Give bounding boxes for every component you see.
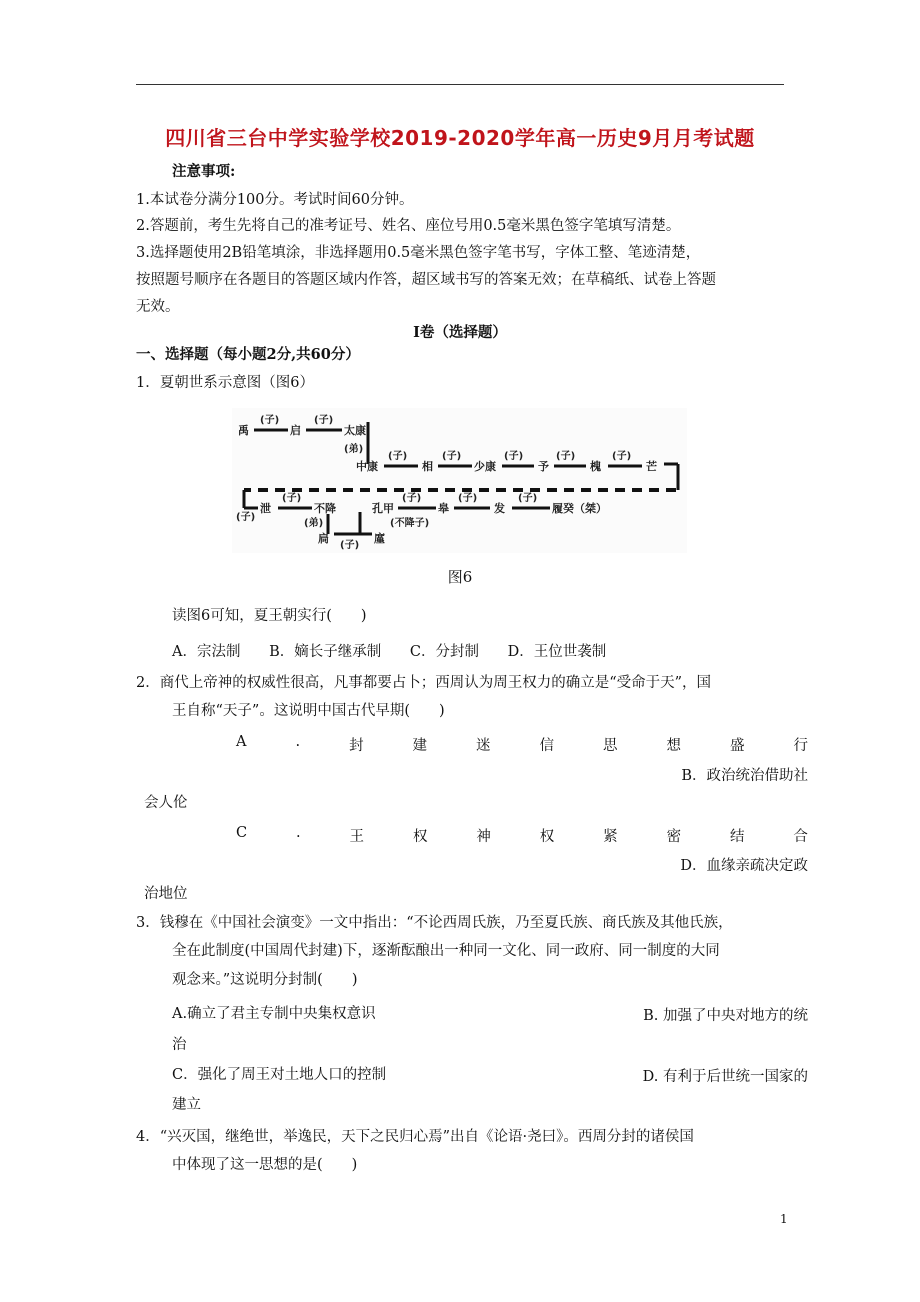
xia-lineage-figure <box>232 408 687 553</box>
bujiang-zi-label: (不降子) <box>390 518 430 529</box>
zi-label: (子) <box>388 451 408 462</box>
q3-option-c[interactable]: C．强化了周王对土地人口的控制 <box>172 1067 387 1083</box>
page-number: 1 <box>780 1212 788 1226</box>
q3-option-b-tail: 治 <box>172 1037 187 1053</box>
notice-item: 按照题号顺序在各题目的答题区域内作答，超区域书写的答案无效；在草稿纸、试卷上答题 <box>136 272 716 288</box>
q4-line: 中体现了这一思想的是( ) <box>172 1157 358 1173</box>
char: 权 <box>539 829 555 845</box>
char: C <box>236 825 248 841</box>
q1-question: 读图6可知，夏王朝实行( ) <box>172 608 367 624</box>
notice-item: 无效。 <box>136 299 180 315</box>
char: 权 <box>412 829 428 845</box>
zi-label: (子) <box>314 415 334 426</box>
q2-option-d-tail: 治地位 <box>144 886 188 902</box>
q2-option-b-tail: 会人伦 <box>144 795 188 811</box>
char: 迷 <box>476 738 491 754</box>
option-a[interactable]: A．宗法制 <box>172 644 241 660</box>
king-label: 芒 <box>646 460 657 473</box>
zi-label: (子) <box>442 451 462 462</box>
q2-option-d[interactable]: D．血缘亲疏决定政 <box>680 858 808 874</box>
notice-item: 2.答题前，考生先将自己的准考证号、姓名、座位号用0.5毫米黑色签字笔填写清楚。 <box>136 218 681 234</box>
notice-item: 1.本试卷分满分100分。考试时间60分钟。 <box>136 192 414 208</box>
option-d[interactable]: D．王位世袭制 <box>507 644 607 660</box>
q1-options <box>172 640 630 661</box>
king-label: 禹 <box>238 424 249 437</box>
king-label: 中康 <box>356 460 378 473</box>
king-label: 泄 <box>260 502 271 515</box>
q2-option-c[interactable] <box>236 825 808 846</box>
char: 行 <box>793 738 808 754</box>
q2-option-a[interactable] <box>236 734 808 755</box>
option-b[interactable]: B．嫡长子继承制 <box>269 644 382 660</box>
zi-label: (子) <box>282 493 302 504</box>
zi-label: (子) <box>504 451 524 462</box>
option-c[interactable]: C．分封制 <box>409 644 479 660</box>
zi-label: (子) <box>612 451 632 462</box>
zi-label: (子) <box>518 493 538 504</box>
char: 盛 <box>729 738 745 754</box>
zi-label: (子) <box>236 512 256 523</box>
king-label: 扃 <box>318 532 329 545</box>
char: 神 <box>476 829 491 845</box>
zi-label: (子) <box>458 493 478 504</box>
q1-stem: 1．夏朝世系示意图（图6） <box>136 375 314 391</box>
king-label: 相 <box>422 460 433 473</box>
char: 思 <box>603 738 618 754</box>
q3-line: 观念来。”这说明分封制( ) <box>172 972 358 988</box>
q3-option-b[interactable]: B. 加强了中央对地方的统 <box>643 1008 808 1024</box>
king-label: 予 <box>538 460 549 473</box>
q3-option-a[interactable]: A.确立了君主专制中央集权意识 <box>172 1006 376 1022</box>
q3-option-d[interactable]: D. 有利于后世统一国家的 <box>642 1069 808 1085</box>
king-label: 廑 <box>374 532 385 545</box>
char: . <box>295 734 301 750</box>
zi-label: (子) <box>402 493 422 504</box>
king-label: 少康 <box>474 460 496 473</box>
char: A <box>236 734 247 750</box>
q3-line: 3．钱穆在《中国社会演变》一文中指出：“不论西周氏族，乃至夏氏族、商氏族及其他氏族， <box>136 915 733 931</box>
di-label: (弟) <box>304 518 324 529</box>
q2-option-b[interactable]: B．政治统治借助社 <box>681 768 808 784</box>
king-label: 皋 <box>438 502 449 515</box>
char: 紧 <box>603 829 618 845</box>
char: 信 <box>539 738 555 754</box>
king-label: 启 <box>290 424 301 437</box>
char: 合 <box>793 829 808 845</box>
q4-line: 4．“兴灭国，继绝世，举逸民，天下之民归心焉”出自《论语·尧曰》。西周分封的诸侯国 <box>136 1129 694 1145</box>
section-title: Ⅰ卷（选择题） <box>413 324 507 341</box>
q2-line: 王自称“天子”。这说明中国古代早期( ) <box>172 703 445 719</box>
di-label: (弟) <box>344 444 364 455</box>
char: 封 <box>349 738 364 754</box>
zi-label: (子) <box>260 415 280 426</box>
char: 密 <box>666 829 682 845</box>
q3-line: 全在此制度(中国周代封建)下，逐渐酝酿出一种同一文化、同一政府、同一制度的大同 <box>172 943 720 959</box>
char: 建 <box>412 738 428 754</box>
figure-caption: 图6 <box>447 568 473 586</box>
char: 王 <box>349 829 365 845</box>
king-label: 槐 <box>590 460 601 473</box>
header-rule <box>136 84 784 85</box>
zi-label: (子) <box>340 540 360 551</box>
char: . <box>296 825 301 841</box>
king-label: 太康 <box>344 424 366 437</box>
q2-line: 2．商代上帝神的权威性很高，凡事都要占卜；西周认为周王权力的确立是“受命于天”，国 <box>136 675 712 691</box>
zi-label: (子) <box>556 451 576 462</box>
part-title: 一、选择题（每小题2分,共60分） <box>136 346 360 363</box>
char: 想 <box>666 738 681 754</box>
king-label: 孔甲 <box>372 502 394 515</box>
notice-heading: 注意事项: <box>172 163 236 180</box>
king-label: 履癸（桀） <box>552 502 607 515</box>
king-label: 发 <box>494 502 505 515</box>
q3-option-d-tail: 建立 <box>172 1097 201 1113</box>
notice-item: 3.选择题使用2B铅笔填涂，非选择题用0.5毫米黑色签字笔书写，字体工整、笔迹清楚， <box>136 245 701 261</box>
char: 结 <box>729 829 745 845</box>
king-label: 不降 <box>314 502 336 515</box>
exam-title: 四川省三台中学实验学校2019-2020学年高一历史9月月考试题 <box>165 126 755 150</box>
